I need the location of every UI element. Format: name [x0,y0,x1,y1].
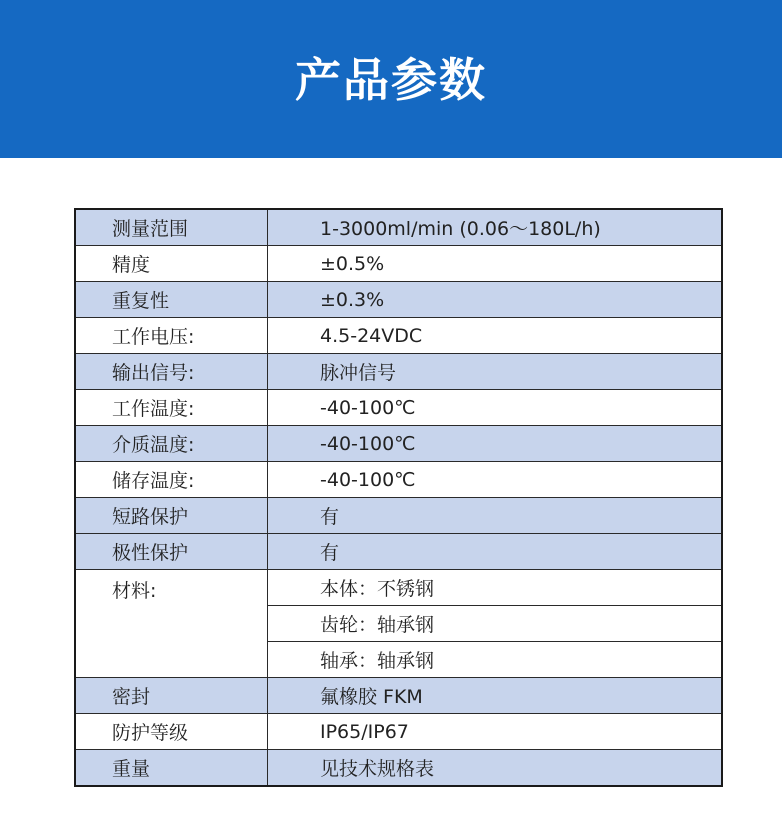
material-label: 材料: [75,570,268,678]
material-value: 齿轮：轴承钢 [268,606,723,642]
table-row [75,462,722,498]
row-label: 重量 [75,750,268,787]
row-label: 工作温度: [75,390,268,426]
row-label: 工作电压: [75,318,268,354]
table-row [75,390,722,426]
row-label: 重复性 [75,282,268,318]
row-label: 测量范围 [75,209,268,246]
table-row [75,750,722,787]
row-value: 脉冲信号 [268,354,723,390]
row-label: 精度 [75,246,268,282]
material-value: 轴承：轴承钢 [268,642,723,678]
row-value: ±0.5% [268,246,723,282]
row-label: 防护等级 [75,714,268,750]
header-banner [0,0,782,158]
page-title: 产品参数 [295,53,487,107]
row-value: 有 [268,534,723,570]
row-label: 输出信号: [75,354,268,390]
table-row [75,246,722,282]
row-value: -40-100℃ [268,462,723,498]
row-label: 短路保护 [75,498,268,534]
table-row [75,209,722,246]
table-row [75,426,722,462]
table-row [75,714,722,750]
table-row [75,318,722,354]
row-value: -40-100℃ [268,426,723,462]
row-value: 氟橡胶 FKM [268,678,723,714]
row-label: 储存温度: [75,462,268,498]
row-label: 极性保护 [75,534,268,570]
table-row [75,570,722,606]
row-value: 见技术规格表 [268,750,723,787]
spec-table [74,208,723,787]
row-value: 1-3000ml/min (0.06～180L/h) [268,209,723,246]
row-value: 4.5-24VDC [268,318,723,354]
table-row [75,534,722,570]
row-value: 有 [268,498,723,534]
table-row [75,678,722,714]
row-value: IP65/IP67 [268,714,723,750]
row-value: -40-100℃ [268,390,723,426]
table-row [75,354,722,390]
table-row [75,498,722,534]
row-label: 介质温度: [75,426,268,462]
row-label: 密封 [75,678,268,714]
table-row [75,282,722,318]
material-value: 本体：不锈钢 [268,570,723,606]
row-value: ±0.3% [268,282,723,318]
